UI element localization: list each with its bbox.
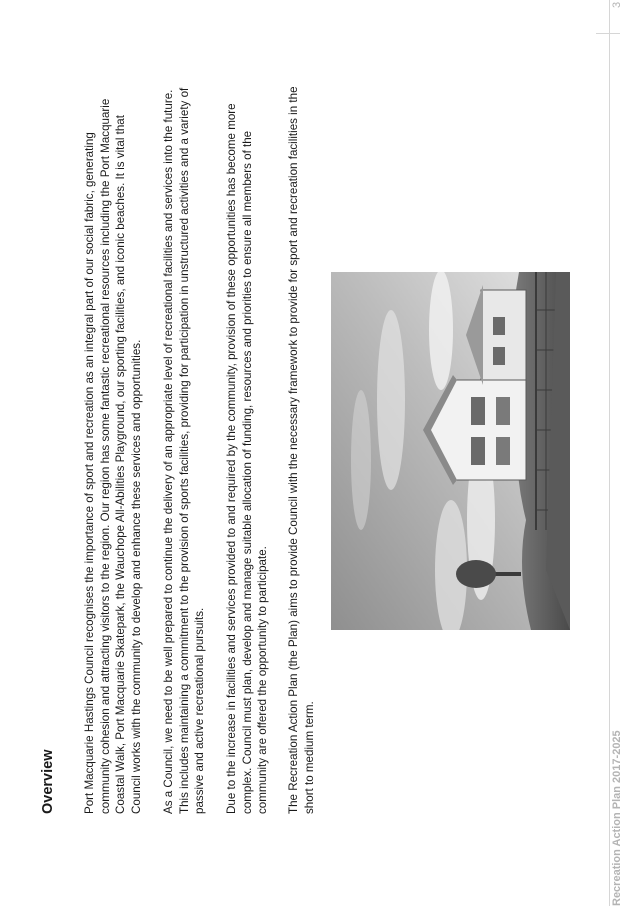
page-number: 3 [611,1,623,8]
paragraph-line: Due to the increase in facilities and services provided to and required by the community, provision of these opportunities has become more [225,103,238,814]
paragraph-plan [286,86,317,814]
footer-divider [596,33,620,34]
paragraph-line: short to medium term. [302,701,316,814]
paragraph-line: Coastal Walk, Port Macquarie Skatepark, the Wauchope All-Abilities Playground, our sporting facilities, and iconic beaches. It is vital that [114,115,128,814]
paragraph-line: As a Council, we need to be well prepared to continue the delivery of an appropriate level of recreational facilities and services into the future. [162,89,175,814]
paragraph-line: This includes maintaining a commitment to the provision of sports facilities, providing for participation in unstructured activities and a variety of [177,87,191,814]
paragraph-intro [82,99,144,814]
paragraph-line: community are offered the opportunity to participate. [256,546,270,814]
paragraph-line: community cohesion and attracting visitors to the region. Our region has some fantastic recreational resources including the Port Macquarie [98,98,112,814]
paragraph-line: passive and active recreational pursuits. [193,607,207,814]
surf-club-photo [331,272,570,630]
paragraph-line: Port Macquarie Hastings Council recognises the importance of sport and recreation as an integral part of our social fabric, generating [83,132,96,814]
paragraph-line: The Recreation Action Plan (the Plan) aims to provide Council with the necessary framework to provide for sport and recreation facilities in the [287,86,300,814]
footer-rule [609,0,610,906]
paragraph-line: complex. Council must plan, develop and manage suitable allocation of funding, resources and priorities to ensure all members of the [240,130,254,814]
document-title: Recreation Action Plan 2017-2025 [611,730,623,906]
paragraph-council [161,88,208,814]
paragraph-complexity [224,103,271,814]
section-heading: Overview [40,749,56,814]
paragraph-line: Council works with the community to develop and enhance these services and opportunities. [129,339,143,814]
